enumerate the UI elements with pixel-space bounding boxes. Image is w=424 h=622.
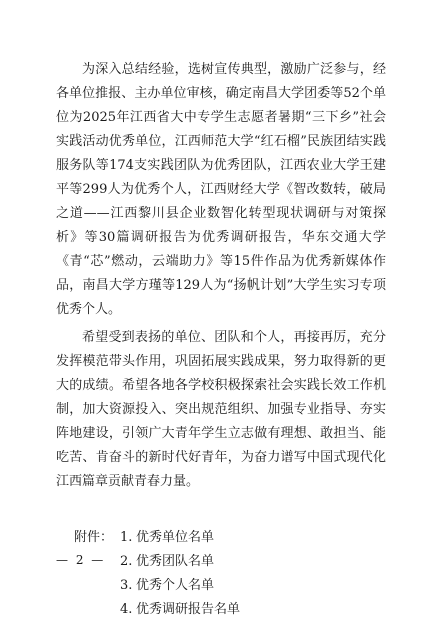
attachment-row-2 — [56, 550, 386, 574]
attachment-item-text: 优秀单位名单 — [136, 530, 215, 545]
attachment-item — [120, 598, 240, 622]
attachment-list — [56, 526, 386, 622]
attachment-item-number: 4. — [120, 602, 133, 617]
attachment-item — [120, 526, 214, 550]
attachment-item — [120, 550, 214, 574]
attachment-item-number: 3. — [120, 578, 133, 593]
attachment-row-4 — [56, 598, 386, 622]
body-paragraph-1: 为深入总结经验，选树宣传典型，激励广泛参与，经各单位推报、主办单位审核，确定南昌大学团委等52个单位为2025年江西省大中专学生志愿者暑期“三下乡”社会实践活动优秀单位，江西师范大学“红石榴”民族团结实践服务队等174支实践团队为优秀团队，江西农业大学王建平等299人为优秀个人，江西财经大学《智改数转，破局之道——江西黎川县企业数智化转型现状调研与对策探析》等30篇调研报告为优秀调研报告，华东交通大学《青“芯”燃动，云端助力》等15件作品为优秀新媒体作品，南昌大学方瑾等129人为“扬帆计划”大学生实习专项优秀个人。 — [56, 62, 386, 317]
page-number: — 2 — — [56, 553, 106, 567]
body-paragraph-2: 希望受到表扬的单位、团队和个人，再接再厉，充分发挥模范带头作用，巩固拓展实践成果，努力取得新的更大的成绩。希望各地各学校积极探索社会实践长效工作机制，加大资源投入、突出规范组织、加强专业指导、夯实阵地建设，引领广大青年学生立志做有理想、敢担当、能吃苦、肯奋斗的新时代好青年，为奋力谱写中国式现代化江西篇章贡献青春力量。 — [56, 330, 386, 489]
attachment-item-text: 优秀调研报告名单 — [136, 602, 241, 617]
attachment-item-text: 优秀团队名单 — [136, 554, 215, 569]
attachment-label: 附件： — [74, 530, 114, 545]
attachment-row-3 — [56, 574, 386, 598]
attachment-row-1 — [56, 526, 386, 550]
attachment-item — [120, 574, 214, 598]
attachment-item-number: 2. — [120, 554, 133, 569]
attachment-item-number: 1. — [120, 530, 133, 545]
attachment-item-text: 优秀个人名单 — [136, 578, 215, 593]
